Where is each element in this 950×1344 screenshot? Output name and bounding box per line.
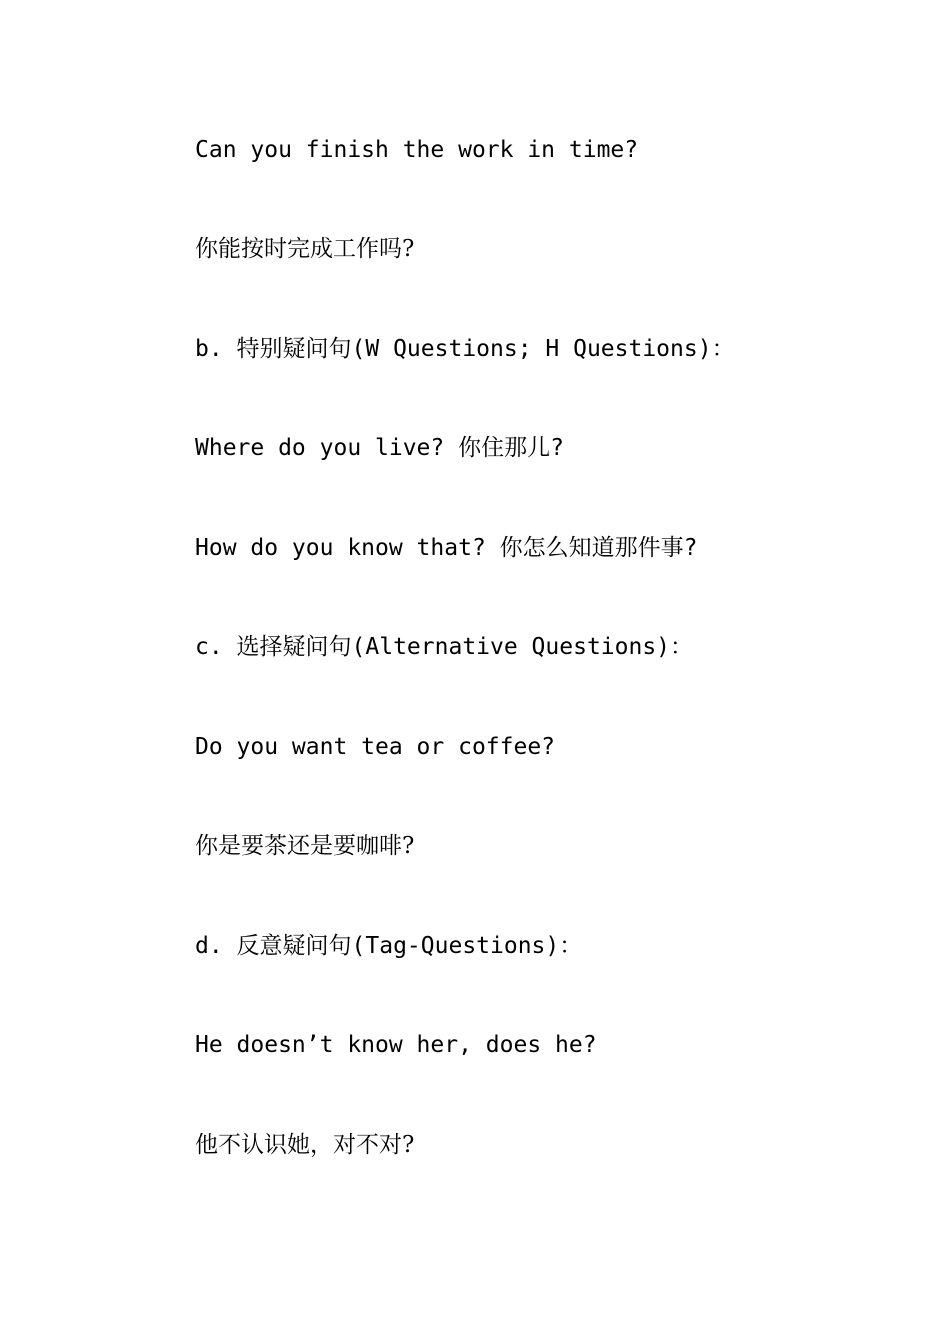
example-sentence-tea-coffee: Do you want tea or coffee?: [195, 734, 556, 760]
section-heading-alternative-questions: c. 选择疑问句(Alternative Questions)：: [195, 634, 694, 660]
example-sentence-zh: 你能按时完成工作吗?: [195, 236, 415, 262]
example-sentence-where: Where do you live? 你住那儿?: [195, 435, 564, 461]
example-sentence-how: How do you know that? 你怎么知道那件事?: [195, 535, 698, 561]
example-translation-tea-coffee: 你是要茶还是要咖啡?: [195, 833, 415, 859]
section-heading-tag-questions: d. 反意疑问句(Tag-Questions)：: [195, 933, 583, 959]
section-heading-special-questions: b. 特别疑问句(W Questions; H Questions)：: [195, 336, 735, 362]
example-sentence-tag: He doesn’t know her, does he?: [195, 1032, 597, 1058]
example-translation-tag: 他不认识她，对不对?: [195, 1132, 415, 1158]
example-sentence-en: Can you finish the work in time?: [195, 137, 639, 163]
